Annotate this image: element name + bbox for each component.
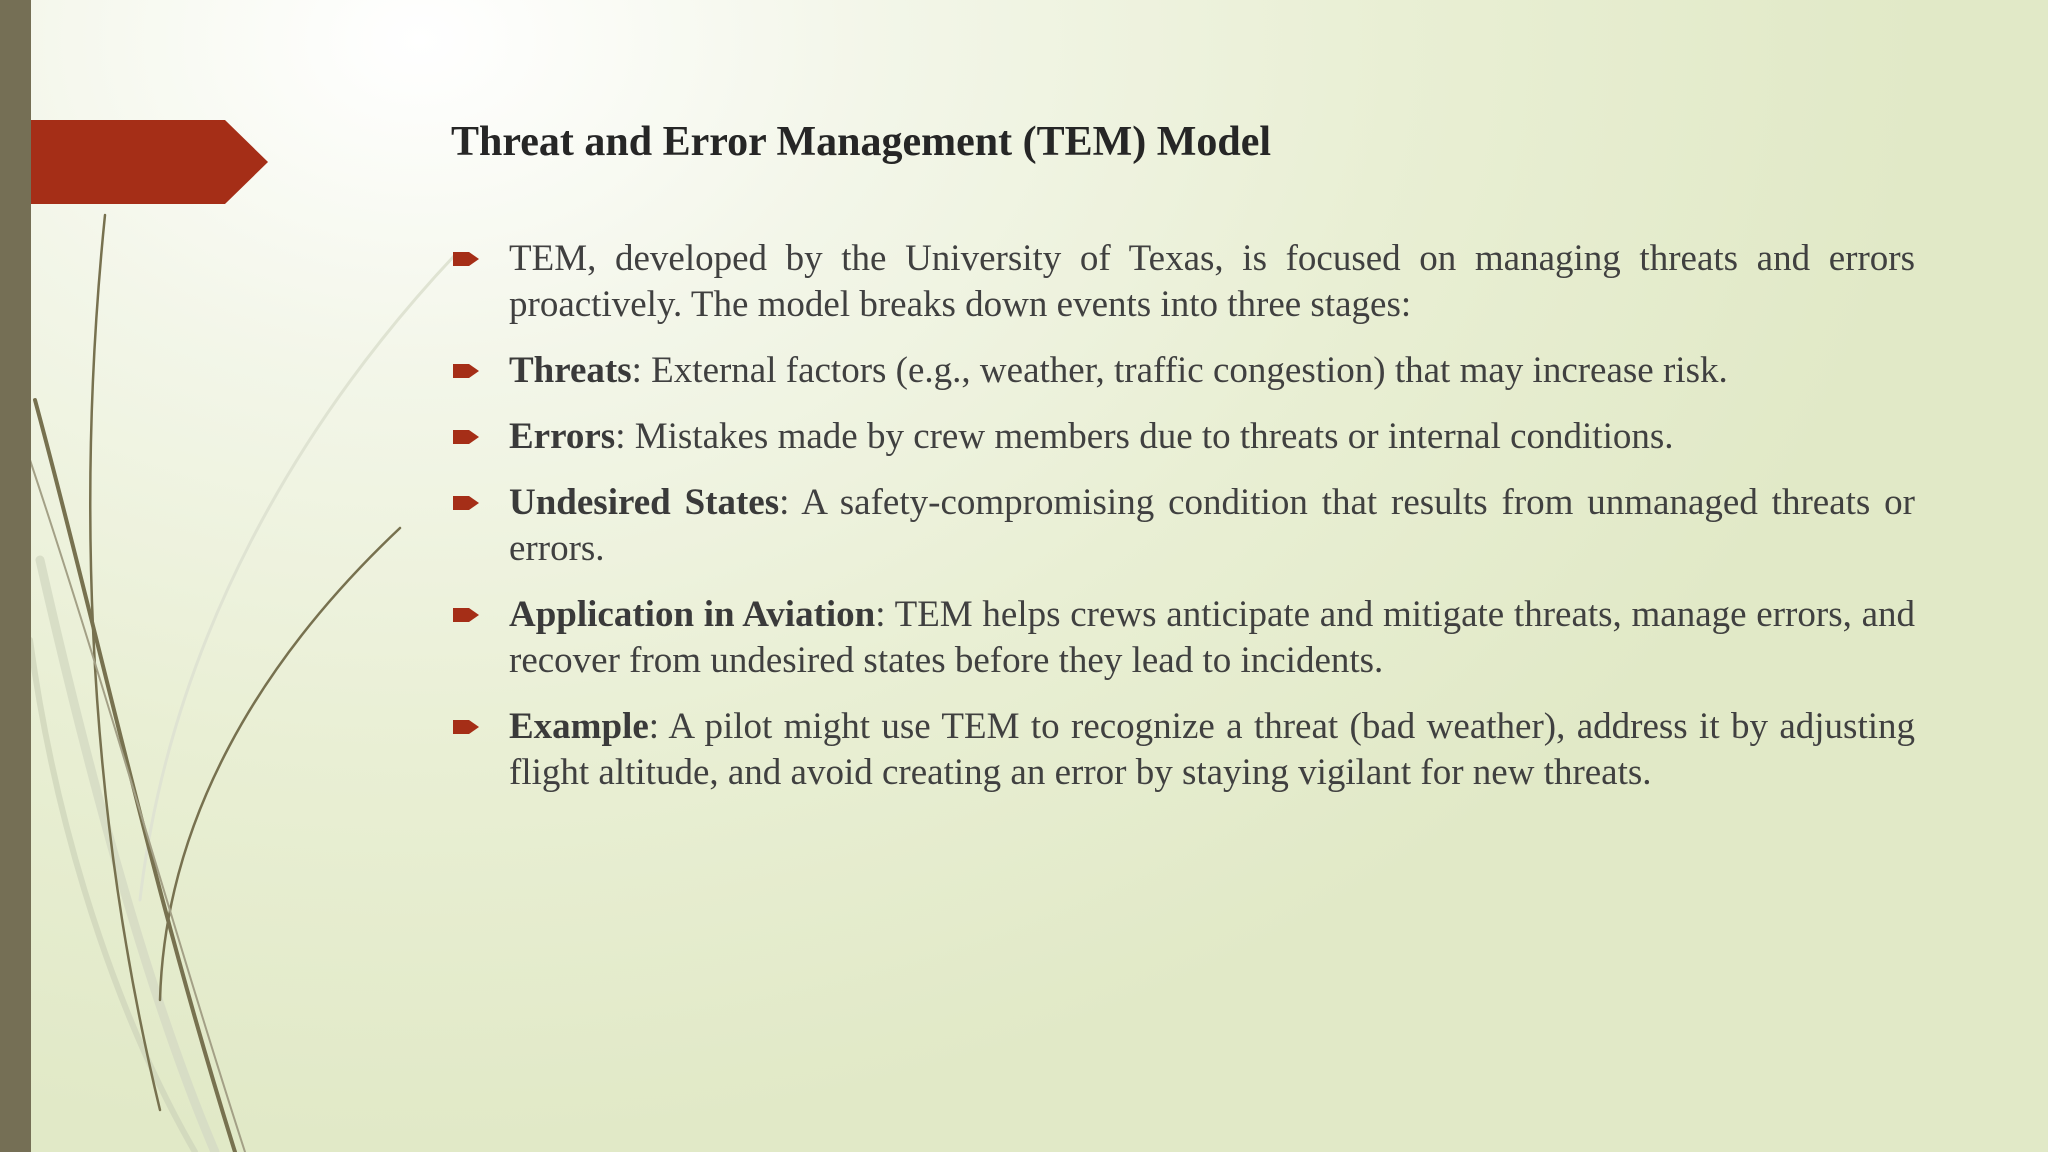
- bullet-term: Threats: [509, 350, 632, 391]
- bullet-term: Errors: [509, 416, 616, 457]
- bullet-list: [451, 236, 1915, 816]
- arrow-bullet-icon: [453, 362, 479, 380]
- bullet-text: : A pilot might use TEM to recognize a threat (bad weather), address it by adjusting flight altitude, and avoid creating an error by staying vigilant for new threats.: [509, 706, 1915, 793]
- bullet-term: Example: [509, 706, 649, 747]
- bullet-text: TEM, developed by the University of Texas, is focused on managing threats and errors proactively. The model breaks down events into three stages:: [509, 238, 1915, 325]
- bullet-item-tem-overview: [451, 236, 1915, 328]
- bullet-item-threats: [451, 348, 1915, 394]
- bullet-term: Undesired States: [509, 482, 780, 523]
- slide-title: Threat and Error Management (TEM) Model: [451, 119, 1272, 165]
- arrow-bullet-icon: [453, 428, 479, 446]
- bullet-item-undesired-states: [451, 480, 1915, 572]
- bullet-text: : A safety-compromising condition that results from unmanaged threats or errors.: [509, 482, 1915, 569]
- bullet-item-example: [451, 704, 1915, 796]
- bullet-term: Application in Aviation: [509, 594, 876, 635]
- bullet-text: : External factors (e.g., weather, traffic congestion) that may increase risk.: [631, 350, 1728, 391]
- arrow-bullet-icon: [453, 718, 479, 736]
- arrow-bullet-icon: [453, 494, 479, 512]
- bullet-text: : TEM helps crews anticipate and mitigate threats, manage errors, and recover from undesired states before they lead to incidents.: [509, 594, 1915, 681]
- arrow-bullet-icon: [453, 606, 479, 624]
- left-accent-bar: [0, 0, 31, 1152]
- bullet-text: : Mistakes made by crew members due to threats or internal conditions.: [615, 416, 1674, 457]
- bullet-item-application: [451, 592, 1915, 684]
- arrow-banner-shape: [0, 120, 268, 204]
- bullet-item-errors: [451, 414, 1915, 460]
- arrow-bullet-icon: [453, 250, 479, 268]
